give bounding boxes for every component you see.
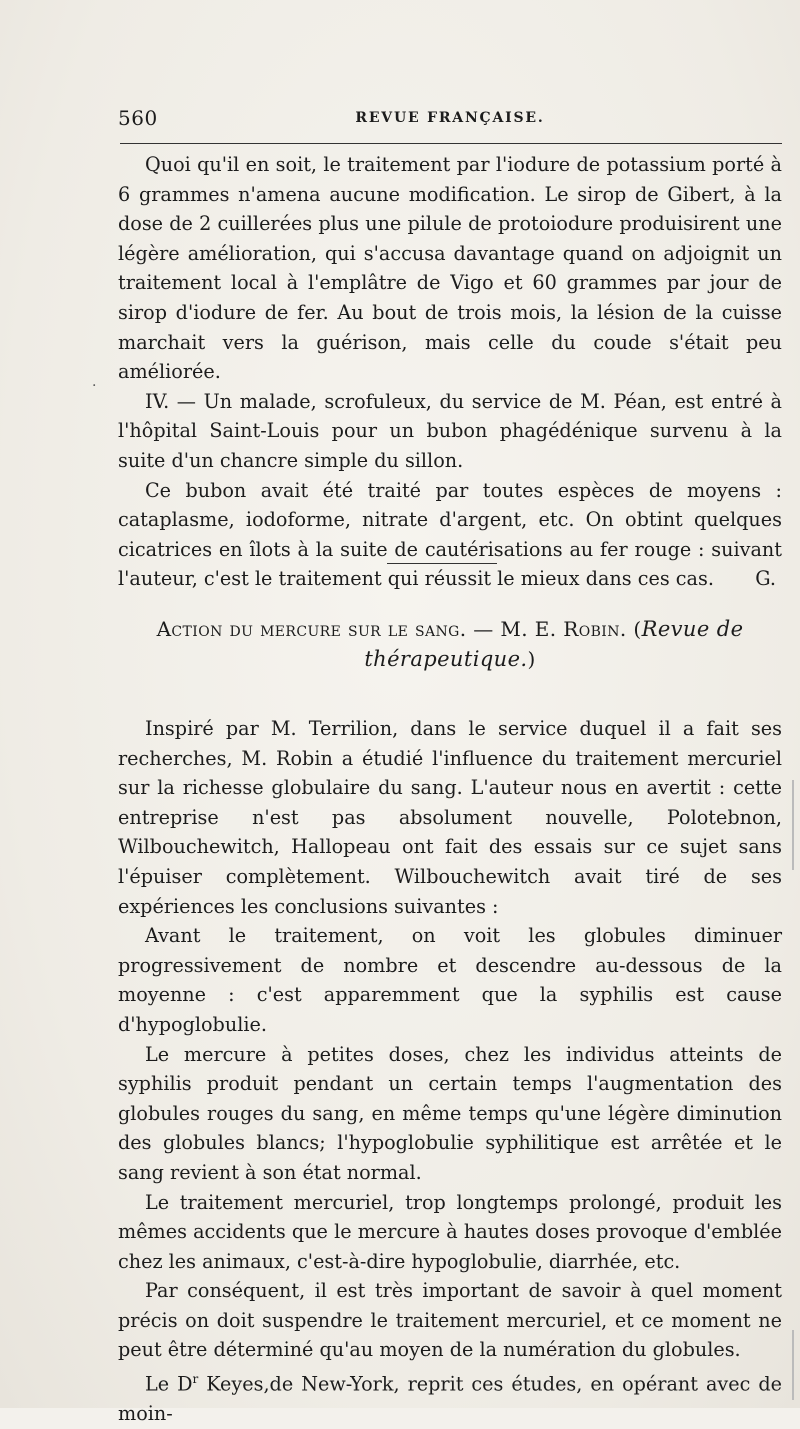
paragraph: IV. — Un malade, scrofuleux, du service de M. Péan, est entré à l'hôpital Saint-Louis pour un bubon phagédénique survenu à la suite d'un chancre simple du sillon.	[118, 389, 782, 472]
header-rule	[120, 143, 782, 144]
article-body	[118, 714, 782, 1429]
paragraph-text: Ce bubon avait été traité par toutes espèces de moyens : cataplasme, iodoforme, nitrate d'argent, etc. On obtint quelques cicatrices en îlots à la suite de cautérisations au fer rouge : suivant l'auteur, c'est le traitement qui réussit le mieux dans ces cas.	[118, 478, 782, 591]
paragraph: Inspiré par M. Terrilion, dans le service duquel il a fait ses recherches, M. Robin a étudié l'influence du traitement mercuriel sur la richesse globulaire du sang. L'auteur nous en avertit : cette entreprise n'est pas absolument nouvelle, Polotebnon, Wilbouchewitch, Hallopeau ont fait des essais sur ce sujet sans l'épuiser complètement. Wilbouchewitch avait tiré de ses expériences les conclusions suivantes :	[118, 717, 782, 918]
section-divider	[387, 563, 497, 564]
last-line-rest: Keyes,de New-York, reprit ces études, en opérant avec de moin-	[118, 1372, 782, 1426]
paragraph: Le traitement mercuriel, trop longtemps prolongé, produit les mêmes accidents que le mercure à hautes doses provoque d'emblée chez les animaux, c'est-à-dire hypoglobulie, diarrhée, etc.	[118, 1190, 782, 1273]
paragraph: Par conséquent, il est très important de savoir à quel moment précis on doit suspendre le traitement mercuriel, et ce moment ne peut être déterminé qu'au moyen de la numération du globules.	[118, 1279, 782, 1362]
page-edge-shadow	[792, 780, 794, 870]
page-edge-shadow	[792, 1330, 794, 1400]
continued-review	[118, 150, 782, 594]
title-subject: Action du mercure sur le sang.	[156, 617, 467, 641]
title-close: )	[527, 647, 536, 671]
title-separator: — M. E.	[466, 617, 564, 641]
paragraph	[118, 1365, 782, 1429]
title-punct: . (	[619, 617, 642, 641]
page-header	[118, 106, 782, 136]
article-title	[118, 614, 782, 674]
title-author: Robin	[563, 617, 620, 641]
paragraph: Avant le traitement, on voit les globules diminuer progressivement de nombre et descendre au-dessous de la moyenne : c'est apparemment que la syphilis est cause d'hypoglobulie.	[118, 924, 782, 1036]
signature: G.	[755, 567, 776, 591]
article	[118, 614, 782, 1429]
last-line-prefix: Le D	[145, 1372, 193, 1396]
paragraph: Le mercure à petites doses, chez les individus atteints de syphilis produit pendant un certain temps l'augmentation des globules rouges du sang, en même temps qu'une légère diminution des globules blancs; l'hypoglobulie syphilitique est arrêtée et le sang revient à son état normal.	[118, 1042, 782, 1184]
paragraph: Quoi qu'il en soit, le traitement par l'iodure de potassium porté à 6 grammes n'amena aucune modification. Le sirop de Gibert, à la dose de 2 cuillerées plus une pilule de protoiodure produisirent une légère amélioration, qui s'accusa davantage quand on adjoignit un traitement local à l'emplâtre de Vigo et 60 grammes par jour de sirop d'iodure de fer. Au bout de trois mois, la lésion de la cuisse marchait vers la guérison, mais celle du coude s'était peu améliorée.	[118, 153, 782, 384]
paragraph	[118, 476, 782, 594]
running-title: REVUE FRANÇAISE.	[355, 110, 545, 126]
page-number: 560	[118, 106, 158, 130]
margin-mark: ·	[92, 378, 97, 394]
title-source: Revue de thérapeutique.	[364, 617, 744, 671]
superscript: r	[192, 1372, 199, 1387]
